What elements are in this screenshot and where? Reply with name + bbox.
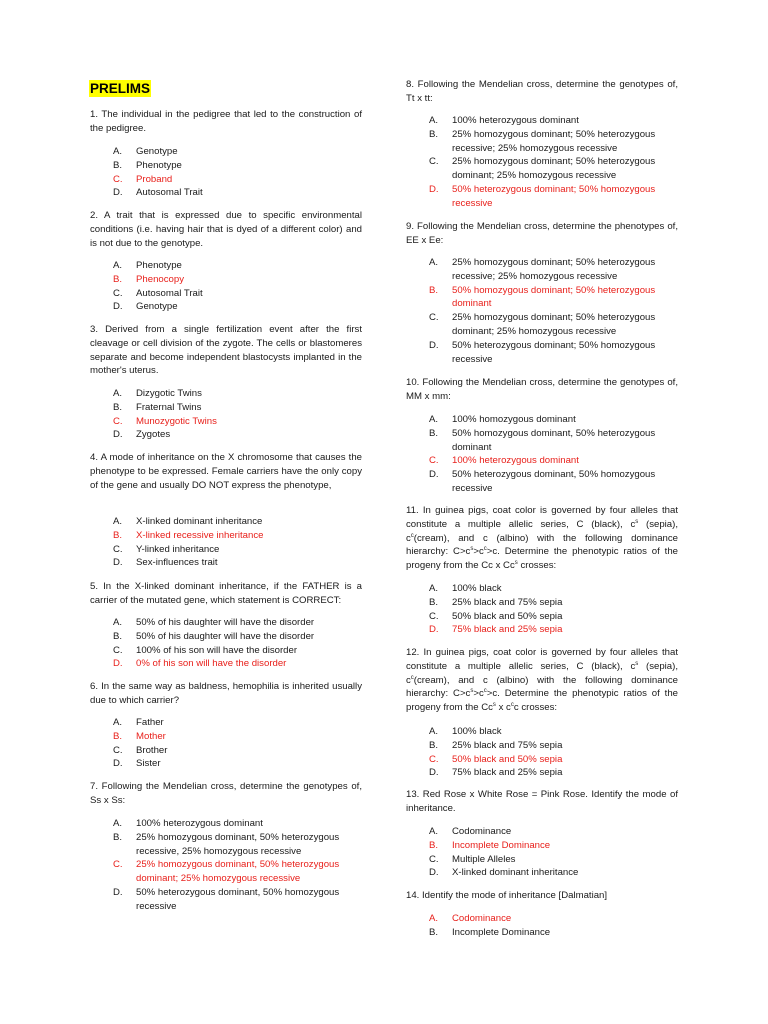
answer-option <box>113 529 362 543</box>
option <box>429 610 678 624</box>
option <box>429 596 678 610</box>
option-text: 25% homozygous dominant, 50% heterozygous dominant; 25% homozygous recessive <box>136 859 340 885</box>
option-text: 100% of his son will have the disorder <box>136 644 298 656</box>
option-letter: D. <box>113 557 123 569</box>
option-text: Codominance <box>452 826 512 837</box>
question-3-text: 3. Derived from a single fertilization event after the first cleavage or cell division of the zygote. The cells or blastomeres separate and become independent blastocysts implanted in the mother's uterus. <box>90 324 362 377</box>
option-letter: C. <box>113 173 123 185</box>
question-13-options <box>429 825 678 880</box>
option-letter: A. <box>429 257 439 268</box>
option-text: Incomplete Dominance <box>452 839 551 851</box>
question-8-options <box>429 114 678 211</box>
question-text-part: >c. Determine the phenotypic ratios of the progeny from the Cc x Cc <box>406 546 678 572</box>
question-text-part: (cream), and c (albino) with the following dominance hierarchy: C>c <box>406 674 678 700</box>
option-letter: D. <box>113 187 123 199</box>
option-text: 100% black <box>452 726 502 737</box>
option-letter: B. <box>113 831 123 843</box>
option-letter: C. <box>429 610 439 622</box>
question-text-part: x c <box>495 702 511 714</box>
option <box>429 413 678 427</box>
option-text: Munozygotic Twins <box>136 415 217 427</box>
superscript: s <box>492 702 496 709</box>
option-text: 25% homozygous dominant; 50% heterozygous dominant; 25% homozygous recessive <box>452 156 656 182</box>
question-6-options <box>113 716 362 771</box>
option-text: 100% heterozygous dominant <box>452 455 579 467</box>
option-text: 0% of his son will have the disorder <box>136 658 287 670</box>
answer-option <box>429 284 678 312</box>
option <box>113 300 362 314</box>
option-letter: B. <box>429 596 439 608</box>
option-letter: D. <box>113 758 123 770</box>
option-letter: A. <box>113 146 123 157</box>
option-letter: C. <box>113 415 123 427</box>
answer-option <box>113 173 362 187</box>
page-title: PRELIMS <box>90 81 151 96</box>
question-9-text: 9. Following the Mendelian cross, determine the phenotypes of, EE x Ee: <box>406 221 678 246</box>
option-text: 50% heterozygous dominant; 50% homozygous recessive <box>452 339 656 365</box>
option-text: 75% black and 25% sepia <box>452 767 563 779</box>
option <box>113 145 362 159</box>
question-text-part: 12. In guinea pigs, coat color is governed by four alleles that constitute a multiple allelic series, C (black), c <box>406 647 678 672</box>
option-text: Phenocopy <box>136 273 185 285</box>
option <box>429 128 678 156</box>
option-text: 25% black and 75% sepia <box>452 739 563 751</box>
answer-option <box>113 415 362 429</box>
option-letter: B. <box>429 128 439 140</box>
answer-option <box>429 454 678 468</box>
option-text: 50% black and 50% sepia <box>452 753 563 765</box>
option <box>113 259 362 273</box>
option-letter: D. <box>113 886 123 898</box>
superscript: s <box>635 518 639 525</box>
option-text: 50% of his daughter will have the disorder <box>136 617 315 628</box>
superscript: s <box>514 560 518 567</box>
option-letter: B. <box>113 273 123 285</box>
question-6-text: 6. In the same way as baldness, hemophilia is inherited usually due to which carrier? <box>90 681 362 706</box>
option-letter: B. <box>113 730 123 742</box>
option <box>113 630 362 644</box>
option-text: 75% black and 25% sepia <box>452 624 563 636</box>
option-text: X-linked recessive inheritance <box>136 529 264 541</box>
question-text-part: >c. Determine the phenotypic ratios of the progeny from the Cc <box>406 688 678 714</box>
option <box>429 825 678 839</box>
question-11-options <box>429 582 678 637</box>
option-letter: D. <box>113 658 123 670</box>
option-letter: C. <box>429 455 439 467</box>
option <box>429 256 678 284</box>
question-2-options <box>113 259 362 314</box>
question-12-options <box>429 725 678 780</box>
option <box>429 766 678 780</box>
question-4-text: 4. A mode of inheritance on the X chromosome that causes the phenotype to be expressed. Female carriers have the only copy of the gene and usually DO NOT express the phenotype, <box>90 452 362 491</box>
option-text: 50% heterozygous dominant; 50% homozygous recessive <box>452 183 656 209</box>
question-13-text: 13. Red Rose x White Rose = Pink Rose. Identify the mode of inheritance. <box>406 789 678 814</box>
option-text: 100% black <box>452 583 502 594</box>
option-letter: C. <box>113 744 123 756</box>
question-text-part: crosses: <box>517 560 557 572</box>
option-letter: A. <box>429 726 439 737</box>
question-text-part: 11. In guinea pigs, coat color is governed by four alleles that constitute a multiple allelic series, C (black), c <box>406 505 678 530</box>
superscript: c <box>410 674 414 681</box>
option-letter: B. <box>113 159 123 171</box>
option-letter: A. <box>429 913 439 924</box>
option-text: 25% homozygous dominant; 50% heterozygous recessive; 25% homozygous recessive <box>452 257 656 282</box>
option-text: 25% homozygous dominant, 50% heterozygous recessive, 25% homozygous recessive <box>136 831 340 857</box>
option-text: 50% heterozygous dominant, 50% homozygous recessive <box>136 886 340 912</box>
superscript: s <box>470 688 474 695</box>
option-text: 50% heterozygous dominant, 50% homozygous recessive <box>452 469 656 494</box>
option-text: 100% heterozygous dominant <box>136 818 263 829</box>
option-text: Brother <box>136 744 168 756</box>
question-14-text: 14. Identify the mode of inheritance [Dalmatian] <box>406 890 608 901</box>
question-text-part: (sepia), c <box>406 660 679 686</box>
superscript: c <box>410 532 414 539</box>
option <box>113 757 362 771</box>
option-letter: B. <box>113 529 123 541</box>
question-5-text: 5. In the X-linked dominant inheritance, if the FATHER is a carrier of the mutated gene, which statement is CORRECT: <box>90 581 362 606</box>
option <box>429 339 678 367</box>
option-text: Genotype <box>136 301 178 313</box>
question-14-options <box>429 912 678 940</box>
option-text: Genotype <box>136 146 178 157</box>
option-letter: A. <box>113 617 123 628</box>
option <box>113 287 362 301</box>
option-letter: C. <box>113 543 123 555</box>
option-text: 25% homozygous dominant; 50% heterozygous recessive; 25% homozygous recessive <box>452 128 656 154</box>
answer-option <box>429 912 678 926</box>
option-text: 50% black and 50% sepia <box>452 610 563 622</box>
option <box>113 387 362 401</box>
option <box>113 401 362 415</box>
answer-option <box>113 273 362 287</box>
option-letter: D. <box>429 867 439 879</box>
option <box>429 725 678 739</box>
option <box>429 311 678 339</box>
option-letter: C. <box>113 644 123 656</box>
question-10-options <box>429 413 678 496</box>
option-text: Proband <box>136 173 173 185</box>
option <box>429 926 678 940</box>
option <box>429 155 678 183</box>
option-letter: A. <box>429 826 439 837</box>
option <box>113 744 362 758</box>
option-letter: A. <box>113 818 123 829</box>
option-letter: A. <box>113 260 123 271</box>
question-12-text <box>406 646 678 715</box>
option-letter: A. <box>429 414 439 425</box>
option-text: 25% black and 75% sepia <box>452 596 563 608</box>
option-text: 100% heterozygous dominant <box>452 115 579 126</box>
option-text: 50% homozygous dominant; 50% heterozygous dominant <box>452 284 656 310</box>
option-letter: D. <box>113 301 123 313</box>
question-1-text: 1. The individual in the pedigree that led to the construction of the pedigree. <box>90 109 362 134</box>
superscript: s <box>470 546 474 553</box>
option-letter: A. <box>113 516 123 527</box>
option-text: 100% homozygous dominant <box>452 414 576 425</box>
question-text-part: c crosses: <box>513 702 558 714</box>
option-text: Dizygotic Twins <box>136 388 202 399</box>
option <box>113 644 362 658</box>
option <box>113 543 362 557</box>
option <box>113 817 362 831</box>
option-letter: C. <box>113 287 123 299</box>
option-text: Y-linked inheritance <box>136 543 220 555</box>
option-text: 25% homozygous dominant; 50% heterozygous dominant; 25% homozygous recessive <box>452 312 656 337</box>
question-text-part: >c <box>473 546 484 558</box>
option-letter: D. <box>429 183 439 195</box>
option-text: 50% homozygous dominant, 50% heterozygous dominant <box>452 427 656 453</box>
answer-option <box>429 839 678 853</box>
option-letter: A. <box>113 388 123 399</box>
question-2-text: 2. A trait that is expressed due to specific environmental conditions (i.e. having hair that is dyed of a different color) and is not due to the genotype. <box>90 210 362 249</box>
option-text: Zygotes <box>136 429 171 441</box>
option-letter: C. <box>429 156 439 168</box>
option <box>429 853 678 867</box>
option-letter: A. <box>429 115 439 126</box>
option-letter: D. <box>429 624 439 636</box>
superscript: c <box>483 546 487 553</box>
option-text: 50% of his daughter will have the disorder <box>136 630 315 642</box>
option-text: Phenotype <box>136 159 182 171</box>
option <box>429 582 678 596</box>
answer-option <box>429 183 678 211</box>
option-text: Sister <box>136 758 161 770</box>
option <box>113 556 362 570</box>
option-letter: C. <box>429 312 439 324</box>
option <box>429 468 678 496</box>
question-text-part: (sepia), c <box>406 518 679 544</box>
question-5-options <box>113 616 362 671</box>
option <box>113 186 362 200</box>
option <box>113 886 362 914</box>
option-text: Autosomal Trait <box>136 187 203 199</box>
option-text: Fraternal Twins <box>136 401 202 413</box>
option-letter: B. <box>429 427 439 439</box>
option <box>429 739 678 753</box>
question-4-options <box>113 515 362 570</box>
option-letter: B. <box>429 739 439 751</box>
option-text: Codominance <box>452 913 512 924</box>
question-9-options <box>429 256 678 366</box>
option <box>113 831 362 859</box>
option-letter: B. <box>113 401 123 413</box>
answer-option <box>113 858 362 886</box>
question-1-options <box>113 145 362 200</box>
option-letter: D. <box>113 429 123 441</box>
option <box>429 427 678 455</box>
option-letter: D. <box>429 469 439 481</box>
option-text: Father <box>136 717 164 728</box>
question-10-text: 10. Following the Mendelian cross, determine the genotypes of, MM x mm: <box>406 377 678 402</box>
question-text-part: >c <box>473 688 484 700</box>
answer-option <box>113 657 362 671</box>
answer-option <box>113 730 362 744</box>
option-letter: B. <box>113 630 123 642</box>
option <box>113 159 362 173</box>
option <box>429 866 678 880</box>
option-letter: B. <box>429 926 439 938</box>
answer-option <box>429 753 678 767</box>
option-letter: D. <box>429 339 439 351</box>
option-letter: C. <box>429 753 439 765</box>
option <box>429 114 678 128</box>
option-letter: C. <box>113 859 123 871</box>
option-letter: B. <box>429 839 439 851</box>
option-text: X-linked dominant inheritance <box>452 867 579 879</box>
superscript: c <box>483 688 487 695</box>
option-text: Multiple Alleles <box>452 853 516 865</box>
option <box>113 428 362 442</box>
option-text: X-linked dominant inheritance <box>136 516 263 527</box>
option <box>113 716 362 730</box>
option-text: Sex-influences trait <box>136 557 218 569</box>
question-3-options <box>113 387 362 442</box>
superscript: c <box>510 702 514 709</box>
question-text-part: (cream), and c (albino) with the following dominance hierarchy: C>c <box>406 532 678 558</box>
option-letter: C. <box>429 853 439 865</box>
option-text: Phenotype <box>136 260 182 271</box>
question-11-text <box>406 504 678 573</box>
question-8-text: 8. Following the Mendelian cross, determine the genotypes of, Tt x tt: <box>406 79 678 104</box>
question-7-options <box>113 817 362 914</box>
question-7-text: 7. Following the Mendelian cross, determine the genotypes of, Ss x Ss: <box>90 781 362 806</box>
option-letter: B. <box>429 284 439 296</box>
option-text: Autosomal Trait <box>136 287 203 299</box>
option-text: Incomplete Dominance <box>452 926 551 938</box>
option-letter: D. <box>429 767 439 779</box>
option-letter: A. <box>429 583 439 594</box>
option-text: Mother <box>136 730 166 742</box>
option-letter: A. <box>113 717 123 728</box>
option <box>113 515 362 529</box>
superscript: s <box>635 660 639 667</box>
answer-option <box>429 623 678 637</box>
option <box>113 616 362 630</box>
